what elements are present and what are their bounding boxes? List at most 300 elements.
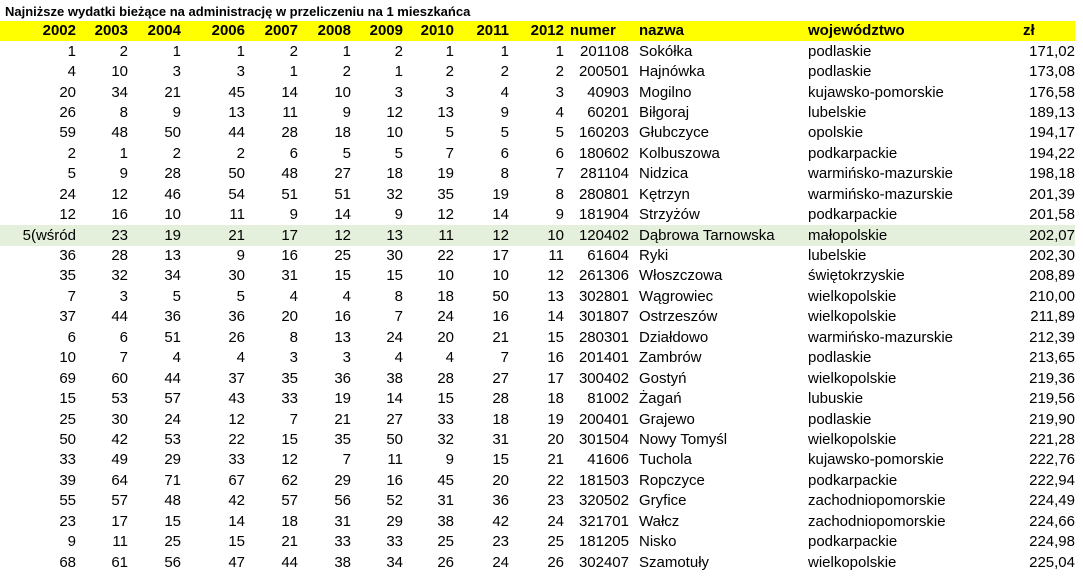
cell-rank-2009: 14 bbox=[386, 390, 403, 408]
table-row bbox=[0, 225, 1075, 245]
cell-zl: 202,07 bbox=[987, 225, 1075, 245]
cell-rank-2002: 1 bbox=[67, 42, 76, 60]
cell-rank-2007: 12 bbox=[281, 451, 298, 469]
cell-numer: 120402 bbox=[568, 225, 633, 245]
cell-rank-2009: 38 bbox=[386, 369, 403, 387]
cell-rank-2008: 27 bbox=[334, 165, 351, 183]
cell-rank-2010: 22 bbox=[437, 247, 454, 265]
cell-zl: 194,22 bbox=[1029, 144, 1075, 162]
table-row bbox=[0, 552, 1075, 572]
cell-rank-2003: 49 bbox=[111, 451, 128, 469]
cell-rank-2003: 60 bbox=[111, 369, 128, 387]
cell-rank-2004: 5 bbox=[172, 287, 181, 305]
cell-rank-2004: 13 bbox=[164, 247, 181, 265]
cell-rank-2003: 34 bbox=[111, 83, 128, 101]
cell-zl: 198,18 bbox=[1029, 165, 1075, 183]
cell-rank-2003: 6 bbox=[119, 328, 128, 346]
cell-rank-2008: 31 bbox=[334, 512, 351, 530]
cell-rank-2006: 3 bbox=[236, 63, 245, 81]
cell-rank-2002: 7 bbox=[67, 287, 76, 305]
cell-rank-2006: 21 bbox=[185, 225, 249, 245]
cell-rank-2007: 20 bbox=[281, 308, 298, 326]
cell-rank-2012: 13 bbox=[547, 287, 564, 305]
cell-rank-2004: 21 bbox=[164, 83, 181, 101]
cell-rank-2011: 4 bbox=[500, 83, 509, 101]
cell-rank-2004: 50 bbox=[164, 124, 181, 142]
cell-zl: 171,02 bbox=[1029, 42, 1075, 60]
cell-rank-2002: 50 bbox=[59, 430, 76, 448]
cell-wojewodztwo: wielkopolskie bbox=[808, 308, 897, 326]
cell-rank-2006: 11 bbox=[229, 206, 245, 224]
cell-rank-2002: 35 bbox=[59, 267, 76, 285]
cell-rank-2002: 68 bbox=[59, 553, 76, 571]
cell-rank-2006: 33 bbox=[228, 451, 245, 469]
cell-numer: 181503 bbox=[578, 471, 629, 489]
cell-rank-2004: 10 bbox=[164, 206, 181, 224]
cell-rank-2009: 24 bbox=[386, 328, 403, 346]
cell-rank-2009: 34 bbox=[386, 553, 403, 571]
cell-rank-2011: 20 bbox=[492, 471, 509, 489]
cell-zl: 211,89 bbox=[1030, 308, 1075, 326]
cell-rank-2008: 3 bbox=[342, 349, 351, 367]
cell-rank-2004: 53 bbox=[164, 430, 181, 448]
cell-rank-2011: 10 bbox=[492, 267, 509, 285]
cell-rank-2006: 12 bbox=[228, 410, 245, 428]
cell-rank-2010: 31 bbox=[437, 492, 454, 510]
cell-rank-2003: 12 bbox=[111, 185, 128, 203]
table-row bbox=[0, 103, 1075, 123]
cell-rank-2002: 5 bbox=[67, 165, 76, 183]
cell-nazwa: Zambrów bbox=[639, 349, 702, 367]
cell-rank-2003: 28 bbox=[111, 247, 128, 265]
cell-numer: 180602 bbox=[578, 144, 629, 162]
cell-rank-2010: 15 bbox=[437, 390, 454, 408]
cell-rank-2008: 2 bbox=[342, 63, 351, 81]
table-row bbox=[0, 389, 1075, 409]
cell-rank-2007: 7 bbox=[289, 410, 298, 428]
cell-numer: 261306 bbox=[578, 267, 629, 285]
cell-zl: 201,58 bbox=[1029, 206, 1075, 224]
cell-wojewodztwo: zachodniopomorskie bbox=[808, 492, 946, 510]
cell-rank-2003: 17 bbox=[111, 512, 128, 530]
cell-rank-2003: 30 bbox=[111, 410, 128, 428]
cell-rank-2010: 3 bbox=[445, 83, 454, 101]
cell-rank-2006: 43 bbox=[228, 390, 245, 408]
cell-rank-2002: 23 bbox=[59, 512, 76, 530]
cell-rank-2012: 22 bbox=[547, 471, 564, 489]
cell-nazwa: Tuchola bbox=[639, 451, 692, 469]
cell-rank-2009: 30 bbox=[386, 247, 403, 265]
cell-nazwa: Biłgoraj bbox=[639, 103, 690, 121]
cell-rank-2010: 10 bbox=[437, 267, 454, 285]
cell-rank-2004: 25 bbox=[164, 533, 181, 551]
cell-numer: 300402 bbox=[578, 369, 629, 387]
table-row bbox=[0, 144, 1075, 164]
cell-nazwa: Hajnówka bbox=[639, 63, 705, 81]
cell-numer: 40903 bbox=[587, 83, 629, 101]
cell-zl: 208,89 bbox=[1029, 267, 1075, 285]
cell-zl: 212,39 bbox=[1029, 328, 1075, 346]
cell-rank-2006: 47 bbox=[228, 553, 245, 571]
cell-rank-2008: 13 bbox=[334, 328, 351, 346]
cell-wojewodztwo: zachodniopomorskie bbox=[808, 512, 946, 530]
cell-zl: 210,00 bbox=[1029, 287, 1075, 305]
cell-rank-2006: 22 bbox=[228, 430, 245, 448]
cell-rank-2009: 13 bbox=[355, 225, 407, 245]
cell-nazwa: Ryki bbox=[639, 247, 669, 265]
cell-wojewodztwo: lubelskie bbox=[808, 103, 867, 121]
cell-rank-2011: 24 bbox=[492, 553, 509, 571]
table-row bbox=[0, 246, 1075, 266]
cell-rank-2004: 28 bbox=[164, 165, 181, 183]
cell-nazwa: Włoszczowa bbox=[639, 267, 723, 285]
cell-numer: 280801 bbox=[578, 185, 629, 203]
cell-nazwa: Żagań bbox=[639, 390, 682, 408]
cell-rank-2007: 21 bbox=[281, 533, 298, 551]
cell-rank-2003: 10 bbox=[111, 63, 128, 81]
cell-rank-2006: 42 bbox=[228, 492, 245, 510]
cell-rank-2002: 37 bbox=[59, 308, 76, 326]
cell-rank-2011: 2 bbox=[500, 63, 509, 81]
cell-zl: 221,28 bbox=[1029, 430, 1075, 448]
cell-rank-2012: 11 bbox=[548, 247, 564, 265]
table-body bbox=[0, 41, 1075, 572]
cell-rank-2011: 23 bbox=[492, 533, 509, 551]
cell-rank-2006: 54 bbox=[228, 185, 245, 203]
cell-wojewodztwo: podlaskie bbox=[808, 410, 872, 428]
cell-rank-2009: 29 bbox=[386, 512, 403, 530]
table-row bbox=[0, 532, 1075, 552]
cell-rank-2002: 2 bbox=[67, 144, 76, 162]
cell-rank-2007: 48 bbox=[281, 165, 298, 183]
cell-wojewodztwo: warmińsko-mazurskie bbox=[808, 165, 954, 183]
cell-rank-2010: 9 bbox=[445, 451, 454, 469]
cell-rank-2007: 33 bbox=[281, 390, 298, 408]
cell-rank-2006: 36 bbox=[228, 308, 245, 326]
cell-nazwa: Działdowo bbox=[639, 328, 709, 346]
cell-rank-2010: 18 bbox=[437, 287, 454, 305]
cell-numer: 281104 bbox=[580, 165, 629, 183]
cell-numer: 321701 bbox=[578, 512, 629, 530]
cell-rank-2009: 10 bbox=[386, 124, 403, 142]
cell-rank-2007: 51 bbox=[281, 185, 298, 203]
cell-rank-2010: 38 bbox=[437, 512, 454, 530]
cell-rank-2011: 8 bbox=[500, 165, 509, 183]
cell-rank-2010: 19 bbox=[437, 165, 454, 183]
cell-wojewodztwo: lubelskie bbox=[808, 247, 867, 265]
cell-rank-2010: 2 bbox=[445, 63, 454, 81]
cell-rank-2004: 71 bbox=[164, 471, 181, 489]
cell-nazwa: Dąbrowa Tarnowska bbox=[633, 225, 802, 245]
cell-rank-2002: 25 bbox=[59, 410, 76, 428]
cell-rank-2002: 26 bbox=[59, 103, 76, 121]
cell-rank-2007: 8 bbox=[289, 328, 298, 346]
cell-rank-2008: 10 bbox=[334, 83, 351, 101]
cell-rank-2012: 23 bbox=[547, 492, 564, 510]
cell-rank-2003: 23 bbox=[80, 225, 132, 245]
cell-rank-2011: 7 bbox=[500, 349, 509, 367]
cell-rank-2002: 24 bbox=[59, 185, 76, 203]
cell-rank-2009: 2 bbox=[394, 42, 403, 60]
cell-nazwa: Gryfice bbox=[639, 492, 687, 510]
cell-rank-2007: 14 bbox=[281, 83, 298, 101]
cell-rank-2012: 19 bbox=[547, 410, 564, 428]
cell-zl: 201,39 bbox=[1029, 185, 1075, 203]
table-row bbox=[0, 62, 1075, 82]
cell-rank-2008: 38 bbox=[334, 553, 351, 571]
cell-rank-2003: 48 bbox=[111, 124, 128, 142]
cell-rank-2010: 35 bbox=[437, 185, 454, 203]
cell-rank-2008: 21 bbox=[334, 410, 351, 428]
cell-rank-2008: 1 bbox=[342, 42, 351, 60]
cell-rank-2004: 57 bbox=[164, 390, 181, 408]
col-header-numer: numer bbox=[568, 21, 633, 41]
cell-wojewodztwo: warmińsko-mazurskie bbox=[808, 185, 954, 203]
cell-nazwa: Mogilno bbox=[639, 83, 692, 101]
cell-rank-2003: 53 bbox=[111, 390, 128, 408]
cell-rank-2012: 20 bbox=[547, 430, 564, 448]
cell-rank-2008: 5 bbox=[342, 144, 351, 162]
cell-numer: 181205 bbox=[578, 533, 629, 551]
cell-rank-2011: 17 bbox=[492, 247, 509, 265]
cell-wojewodztwo: podlaskie bbox=[808, 63, 872, 81]
cell-nazwa: Kętrzyn bbox=[639, 185, 690, 203]
cell-numer: 160203 bbox=[578, 124, 629, 142]
cell-rank-2004: 48 bbox=[164, 492, 181, 510]
cell-rank-2012: 17 bbox=[547, 369, 564, 387]
cell-rank-2003: 32 bbox=[111, 267, 128, 285]
cell-nazwa: Głubczyce bbox=[639, 124, 710, 142]
table-row bbox=[0, 430, 1075, 450]
cell-rank-2006: 50 bbox=[228, 165, 245, 183]
page-title: Najniższe wydatki bieżące na administrację w przeliczeniu na 1 mieszkańca bbox=[5, 4, 471, 19]
cell-rank-2002: 6 bbox=[67, 328, 76, 346]
cell-rank-2007: 28 bbox=[281, 124, 298, 142]
table-row bbox=[0, 348, 1075, 368]
cell-rank-2009: 4 bbox=[394, 349, 403, 367]
cell-rank-2003: 16 bbox=[111, 206, 128, 224]
cell-rank-2004: 24 bbox=[164, 410, 181, 428]
cell-nazwa: Sokółka bbox=[639, 42, 693, 60]
cell-wojewodztwo: podlaskie bbox=[808, 349, 872, 367]
cell-rank-2012: 24 bbox=[547, 512, 564, 530]
cell-rank-2009: 52 bbox=[386, 492, 403, 510]
cell-rank-2007: 35 bbox=[281, 369, 298, 387]
cell-rank-2002: 5(wśród bbox=[0, 225, 80, 245]
cell-rank-2004: 29 bbox=[164, 451, 181, 469]
cell-wojewodztwo: podkarpackie bbox=[808, 471, 898, 489]
cell-rank-2010: 45 bbox=[437, 471, 454, 489]
cell-wojewodztwo: podkarpackie bbox=[808, 206, 898, 224]
cell-rank-2009: 5 bbox=[394, 144, 403, 162]
cell-rank-2009: 9 bbox=[394, 206, 403, 224]
cell-numer: 200401 bbox=[578, 410, 629, 428]
cell-rank-2008: 18 bbox=[334, 124, 351, 142]
cell-zl: 224,49 bbox=[1029, 492, 1075, 510]
cell-rank-2012: 16 bbox=[547, 349, 564, 367]
cell-nazwa: Ropczyce bbox=[639, 471, 705, 489]
cell-rank-2011: 1 bbox=[500, 42, 509, 60]
cell-rank-2006: 15 bbox=[228, 533, 245, 551]
table-row bbox=[0, 185, 1075, 205]
cell-wojewodztwo: wielkopolskie bbox=[808, 287, 897, 305]
table-row bbox=[0, 450, 1075, 470]
cell-zl: 189,13 bbox=[1029, 103, 1075, 121]
table-row bbox=[0, 307, 1075, 327]
col-header-wojewodztwo: województwo bbox=[802, 21, 987, 41]
table-row bbox=[0, 491, 1075, 511]
cell-rank-2009: 16 bbox=[386, 471, 403, 489]
cell-rank-2004: 4 bbox=[172, 349, 181, 367]
cell-rank-2009: 32 bbox=[386, 185, 403, 203]
cell-nazwa: Szamotuły bbox=[639, 553, 710, 571]
cell-rank-2003: 9 bbox=[119, 165, 128, 183]
cell-rank-2002: 10 bbox=[59, 349, 76, 367]
cell-rank-2011: 28 bbox=[492, 390, 509, 408]
cell-numer: 320502 bbox=[578, 492, 629, 510]
cell-rank-2011: 16 bbox=[492, 308, 509, 326]
cell-rank-2012: 10 bbox=[513, 225, 568, 245]
cell-rank-2012: 4 bbox=[555, 103, 564, 121]
cell-rank-2006: 5 bbox=[236, 287, 245, 305]
col-header-2002: 2002 bbox=[0, 21, 80, 41]
cell-rank-2009: 18 bbox=[386, 165, 403, 183]
table-row bbox=[0, 205, 1075, 225]
cell-rank-2012: 26 bbox=[547, 553, 564, 571]
cell-numer: 201401 bbox=[578, 349, 629, 367]
table-row bbox=[0, 409, 1075, 429]
cell-rank-2008: 33 bbox=[334, 533, 351, 551]
cell-rank-2008: 56 bbox=[334, 492, 351, 510]
cell-rank-2004: 15 bbox=[164, 512, 181, 530]
cell-rank-2004: 44 bbox=[164, 369, 181, 387]
cell-wojewodztwo: podlaskie bbox=[808, 42, 872, 60]
cell-rank-2006: 67 bbox=[228, 471, 245, 489]
cell-wojewodztwo: lubuskie bbox=[808, 390, 864, 408]
cell-wojewodztwo: małopolskie bbox=[802, 225, 987, 245]
cell-rank-2011: 19 bbox=[492, 185, 509, 203]
cell-rank-2010: 26 bbox=[437, 553, 454, 571]
cell-rank-2003: 1 bbox=[119, 144, 128, 162]
col-header-2010: 2010 bbox=[407, 21, 458, 41]
cell-rank-2006: 45 bbox=[228, 83, 245, 101]
cell-rank-2002: 4 bbox=[67, 63, 76, 81]
cell-rank-2008: 19 bbox=[334, 390, 351, 408]
cell-rank-2012: 18 bbox=[547, 390, 564, 408]
cell-rank-2008: 35 bbox=[334, 430, 351, 448]
cell-rank-2008: 25 bbox=[334, 247, 351, 265]
cell-rank-2008: 29 bbox=[334, 471, 351, 489]
cell-rank-2003: 3 bbox=[119, 287, 128, 305]
table-row bbox=[0, 41, 1075, 61]
cell-rank-2007: 6 bbox=[289, 144, 298, 162]
cell-rank-2006: 2 bbox=[236, 144, 245, 162]
cell-rank-2012: 15 bbox=[547, 328, 564, 346]
cell-wojewodztwo: kujawsko-pomorskie bbox=[808, 451, 944, 469]
cell-zl: 224,98 bbox=[1029, 533, 1075, 551]
col-header-2006: 2006 bbox=[185, 21, 249, 41]
cell-rank-2007: 44 bbox=[281, 553, 298, 571]
col-header-2012: 2012 bbox=[513, 21, 568, 41]
cell-rank-2012: 5 bbox=[555, 124, 564, 142]
cell-rank-2004: 3 bbox=[172, 63, 181, 81]
cell-wojewodztwo: warmińsko-mazurskie bbox=[808, 328, 954, 346]
cell-rank-2007: 3 bbox=[289, 349, 298, 367]
table-row bbox=[0, 266, 1075, 286]
cell-rank-2002: 69 bbox=[59, 369, 76, 387]
cell-rank-2004: 36 bbox=[164, 308, 181, 326]
cell-rank-2010: 32 bbox=[437, 430, 454, 448]
cell-rank-2004: 1 bbox=[172, 42, 181, 60]
cell-numer: 60201 bbox=[587, 103, 629, 121]
cell-rank-2012: 7 bbox=[555, 165, 564, 183]
cell-wojewodztwo: wielkopolskie bbox=[808, 553, 897, 571]
cell-nazwa: Kolbuszowa bbox=[639, 144, 720, 162]
cell-wojewodztwo: podkarpackie bbox=[808, 533, 898, 551]
cell-rank-2007: 9 bbox=[289, 206, 298, 224]
cell-wojewodztwo: świętokrzyskie bbox=[808, 267, 905, 285]
cell-rank-2010: 28 bbox=[437, 369, 454, 387]
cell-rank-2011: 6 bbox=[500, 144, 509, 162]
cell-rank-2011: 31 bbox=[492, 430, 509, 448]
cell-wojewodztwo: podkarpackie bbox=[808, 144, 898, 162]
cell-rank-2009: 12 bbox=[386, 103, 403, 121]
cell-rank-2003: 7 bbox=[119, 349, 128, 367]
cell-numer: 280301 bbox=[578, 328, 629, 346]
cell-rank-2010: 4 bbox=[445, 349, 454, 367]
cell-rank-2006: 44 bbox=[228, 124, 245, 142]
cell-rank-2012: 25 bbox=[547, 533, 564, 551]
cell-rank-2002: 15 bbox=[59, 390, 76, 408]
col-header-2011: 2011 bbox=[458, 21, 513, 41]
cell-nazwa: Grajewo bbox=[639, 410, 695, 428]
col-header-2007: 2007 bbox=[249, 21, 302, 41]
cell-numer: 61604 bbox=[587, 247, 629, 265]
cell-wojewodztwo: wielkopolskie bbox=[808, 430, 897, 448]
cell-rank-2007: 1 bbox=[289, 63, 298, 81]
cell-rank-2010: 7 bbox=[445, 144, 454, 162]
cell-rank-2011: 12 bbox=[458, 225, 513, 245]
cell-rank-2009: 50 bbox=[386, 430, 403, 448]
cell-rank-2011: 27 bbox=[492, 369, 509, 387]
cell-rank-2011: 21 bbox=[492, 328, 509, 346]
cell-rank-2008: 7 bbox=[342, 451, 351, 469]
cell-rank-2012: 2 bbox=[555, 63, 564, 81]
cell-numer: 200501 bbox=[578, 63, 629, 81]
cell-rank-2004: 19 bbox=[132, 225, 185, 245]
cell-nazwa: Wałcz bbox=[639, 512, 680, 530]
cell-zl: 224,66 bbox=[1029, 512, 1075, 530]
cell-rank-2004: 51 bbox=[164, 328, 181, 346]
table-row bbox=[0, 287, 1075, 307]
header-row bbox=[0, 21, 1075, 41]
cell-numer: 41606 bbox=[587, 451, 629, 469]
cell-rank-2008: 9 bbox=[342, 103, 351, 121]
cell-rank-2008: 15 bbox=[334, 267, 351, 285]
cell-rank-2002: 55 bbox=[59, 492, 76, 510]
cell-rank-2002: 39 bbox=[59, 471, 76, 489]
cell-rank-2008: 16 bbox=[334, 308, 351, 326]
cell-rank-2004: 34 bbox=[164, 267, 181, 285]
cell-rank-2008: 51 bbox=[334, 185, 351, 203]
col-header-2003: 2003 bbox=[80, 21, 132, 41]
cell-rank-2010: 11 bbox=[407, 225, 458, 245]
cell-rank-2006: 37 bbox=[228, 369, 245, 387]
cell-rank-2006: 14 bbox=[228, 512, 245, 530]
cell-rank-2012: 14 bbox=[547, 308, 564, 326]
cell-numer: 81002 bbox=[587, 390, 629, 408]
cell-rank-2003: 61 bbox=[111, 553, 128, 571]
